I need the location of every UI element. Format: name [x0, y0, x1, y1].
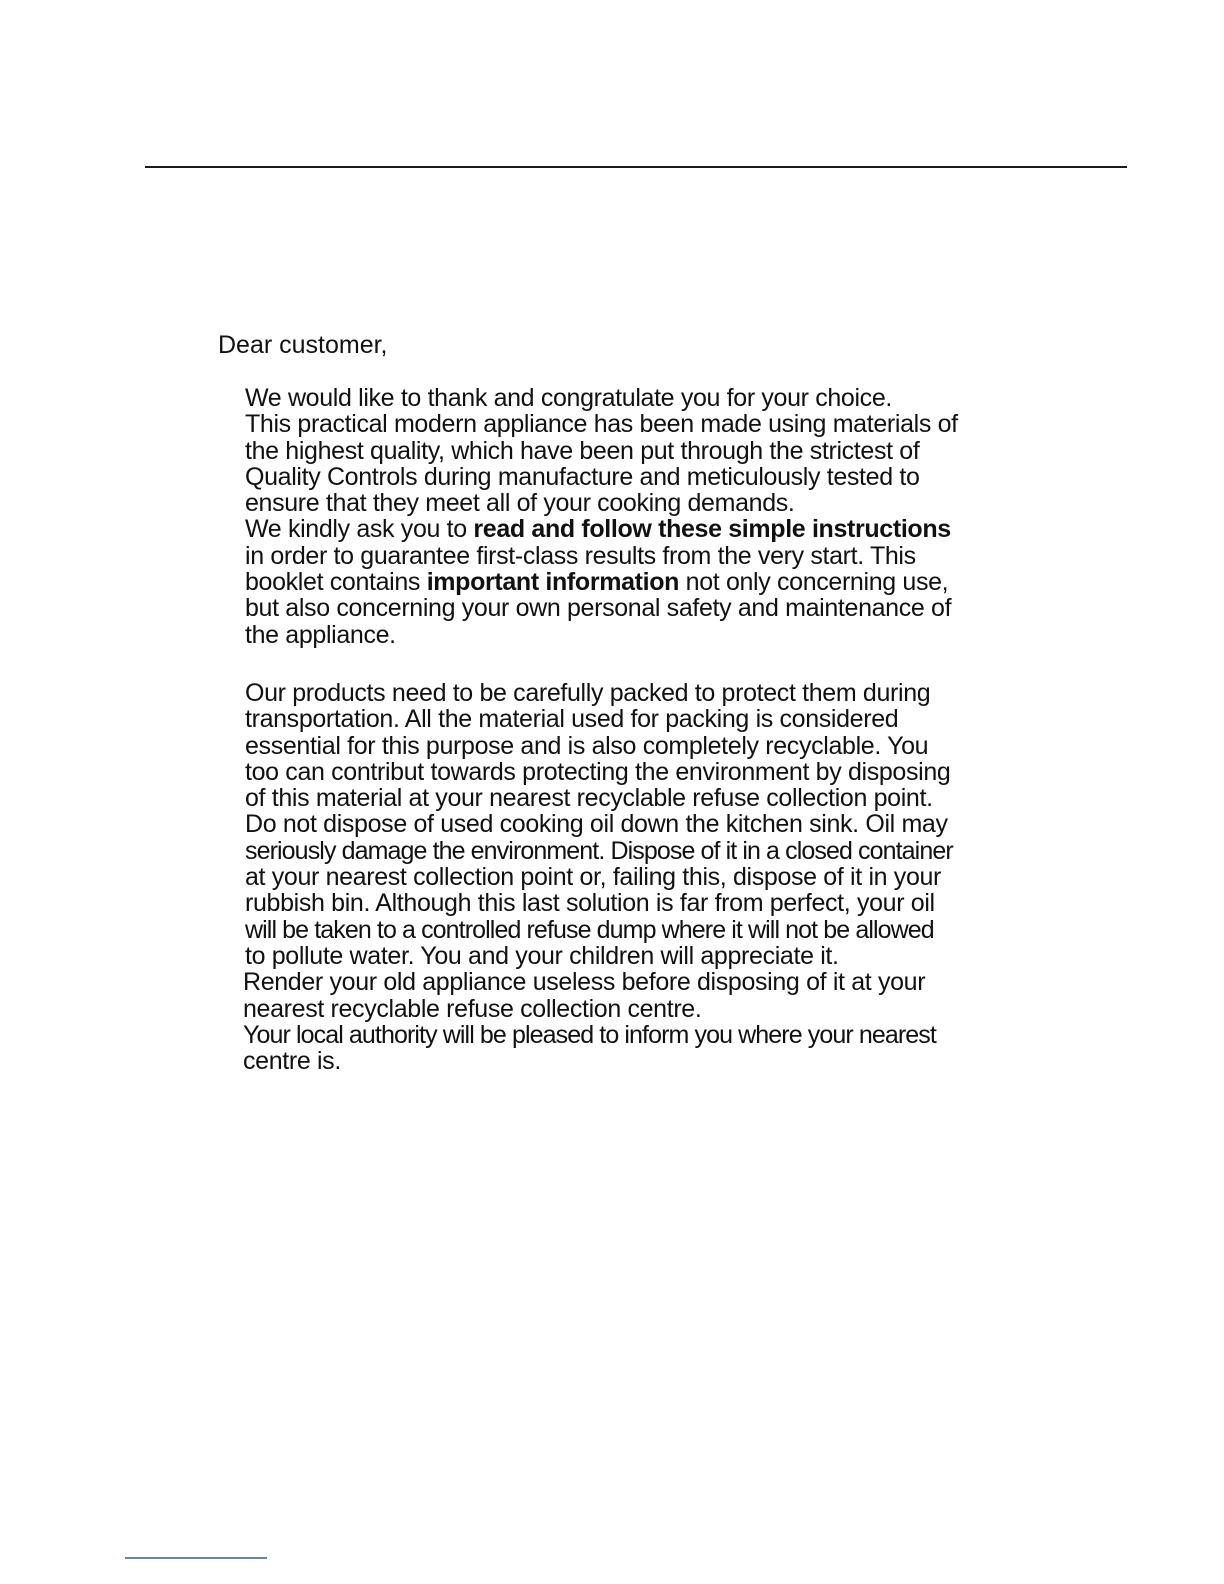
booklet-tail: not only concerning use,: [679, 568, 949, 597]
environment-line: seriously damage the environment. Dispose of it in a closed container: [245, 836, 953, 865]
environment-line: nearest recyclable refuse collection centre.: [243, 994, 702, 1023]
environment-line: Our products need to be carefully packed to protect them during: [245, 679, 931, 707]
environment-line: Your local authority will be pleased to inform you where your nearest: [243, 1020, 936, 1049]
intro-line: We would like to thank and congratulate you for your choice.: [245, 384, 892, 412]
environment-line: will be taken to a controlled refuse dump where it will not be allowed: [245, 915, 934, 944]
intro-line: [245, 569, 1025, 595]
environment-line: centre is.: [243, 1047, 341, 1076]
instruction-lead: We kindly ask you to: [245, 515, 474, 544]
environment-line: at your nearest collection point or, failing this, dispose of it in your: [245, 863, 942, 892]
instruction-emphasis: read and follow these simple instructions: [473, 515, 951, 544]
intro-line: This practical modern appliance has been made using materials of: [245, 410, 958, 439]
intro-line: but also concerning your own personal safety and maintenance of: [245, 594, 952, 623]
environment-paragraph: [245, 680, 1025, 1074]
environment-line: transportation. All the material used for packing is considered: [245, 705, 899, 734]
environment-line: too can contribut towards protecting the environment by disposing: [245, 757, 951, 786]
intro-paragraph: [245, 385, 1025, 648]
environment-line: Do not dispose of used cooking oil down the kitchen sink. Oil may: [245, 810, 948, 839]
intro-line: in order to guarantee first-class results from the very start. This: [245, 541, 916, 570]
important-info-emphasis: important information: [426, 568, 680, 597]
bottom-edge-mark: [125, 1557, 267, 1559]
intro-line: [245, 516, 1025, 542]
environment-line: rubbish bin. Although this last solution is far from perfect, your oil: [245, 889, 935, 918]
environment-line: to pollute water. You and your children will appreciate it.: [245, 941, 839, 970]
intro-line: the highest quality, which have been put through the strictest of: [245, 436, 920, 465]
intro-line: Quality Controls during manufacture and meticulously tested to: [245, 462, 920, 491]
intro-line: ensure that they meet all of your cooking demands.: [245, 489, 795, 518]
environment-line: of this material at your nearest recyclable refuse collection point.: [245, 784, 933, 813]
environment-line: Render your old appliance useless before disposing of it at your: [243, 968, 926, 997]
intro-line: the appliance.: [245, 620, 396, 649]
salutation: Dear customer,: [218, 331, 388, 359]
booklet-lead: booklet contains: [245, 568, 427, 597]
top-divider: [145, 166, 1127, 168]
environment-line: essential for this purpose and is also completely recyclable. You: [245, 731, 929, 760]
